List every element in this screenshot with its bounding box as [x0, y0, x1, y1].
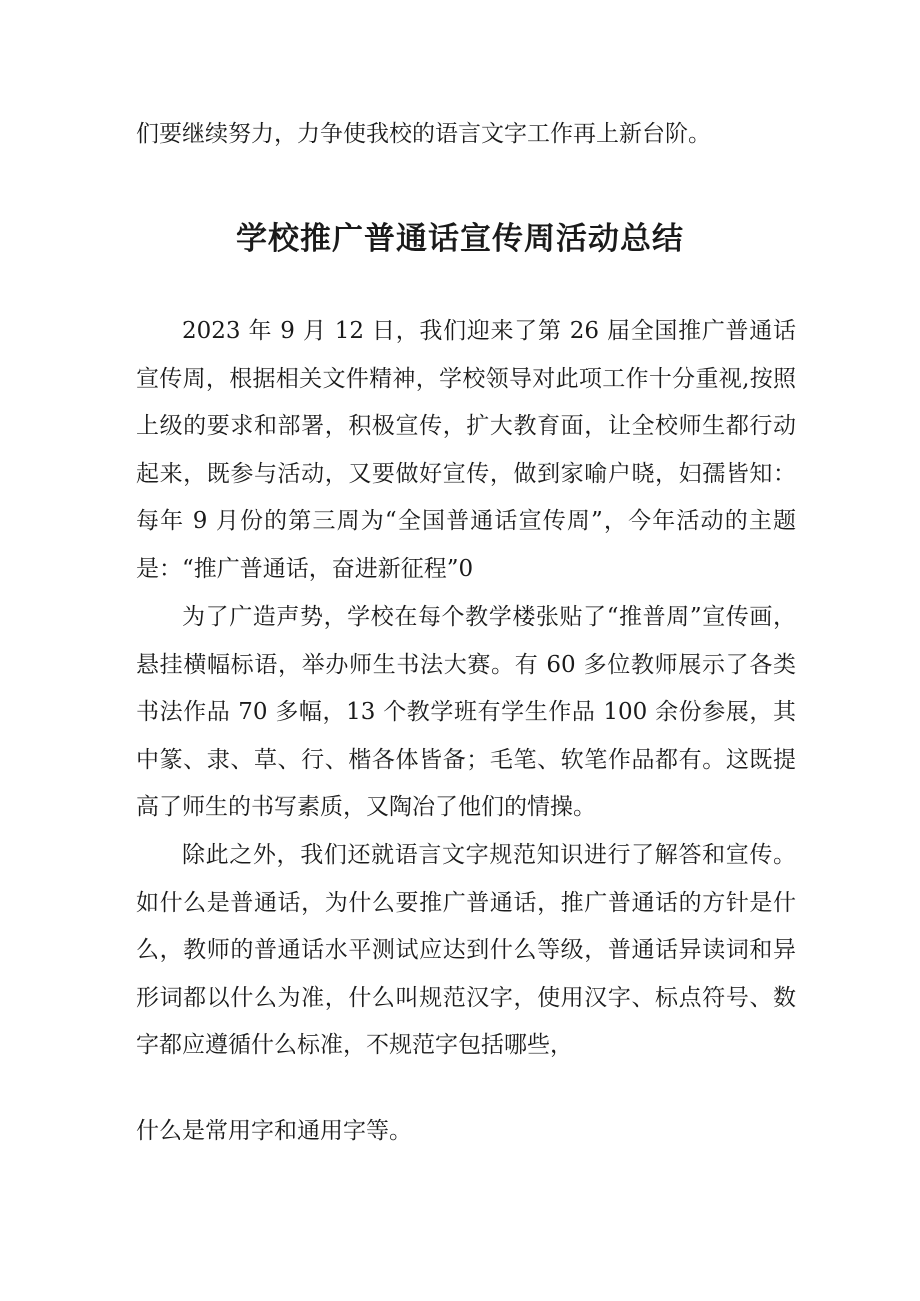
closing-line: 什么是常用字和通用字等。 [136, 1118, 412, 1144]
paragraph-2: 为了广造声势，学校在每个教学楼张贴了“推普周”宣传画，悬挂横幅标语，举办师生书法大赛。有 60 多位教师展示了各类书法作品 70 多幅，13 个教学班有学生作品 100 余份参展，其中篆、隶、草、行、楷各体皆备；毛笔、软笔作品都有。这既提高了师生的书写素质，又陶冶了他们的情操。 [136, 604, 796, 820]
continuation-line: 们要继续努力，力争使我校的语言文字工作再上新台阶。 [136, 121, 711, 147]
paragraph-1: 2023 年 9 月 12 日，我们迎来了第 26 届全国推广普通话宣传周，根据相关文件精神，学校领导对此项工作十分重视,按照上级的要求和部署，积极宣传，扩大教育面，让全校师生都行动起来，既参与活动，又要做好宣传，做到家喻户晓，妇孺皆知：每年 9 月份的第三周为“全国普通话宣传周”，今年活动的主题是：“推广普通话，奋进新征程”0 [136, 318, 796, 582]
document-title: 学校推广普通话宣传周活动总结 [236, 221, 684, 257]
paragraph-3: 除此之外，我们还就语言文字规范知识进行了解答和宣传。如什么是普通话，为什么要推广普通话，推广普通话的方针是什么，教师的普通话水平测试应达到什么等级，普通话异读词和异形词都以什么为准，什么叫规范汉字，使用汉字、标点符号、数字都应遵循什么标准，不规范字包括哪些， [136, 842, 796, 1058]
